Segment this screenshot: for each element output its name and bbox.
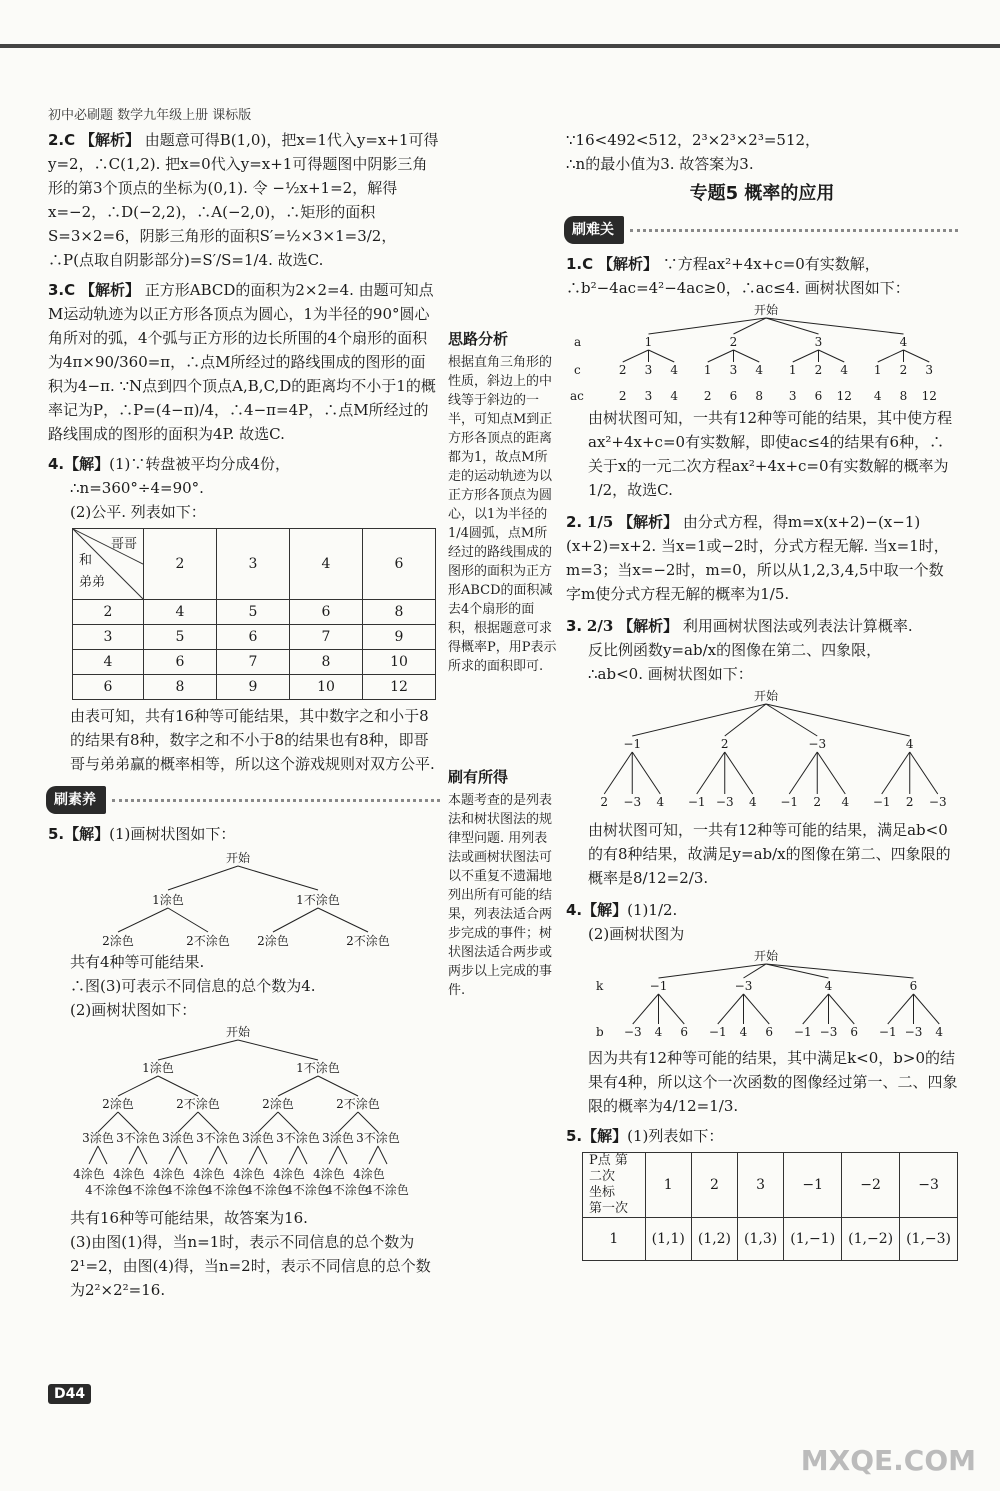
tree-node: 2涂色 [257,934,289,948]
tree-edge [819,350,845,362]
tree-edge [649,318,767,334]
table-cell: 10 [290,675,363,700]
tree-edge [338,1112,358,1132]
question-number: 5. [48,825,65,843]
tree-edge [725,752,753,794]
tree-node: 3不涂色 [356,1131,400,1145]
tree-edge [734,350,760,362]
table-cell: 4 [144,600,217,625]
tree-edge [766,318,904,334]
question-4 [566,898,958,1118]
tree-edge [888,994,914,1024]
tree-node: 2涂色 [102,934,134,948]
col-header: −2 [842,1153,900,1218]
top-rule [0,44,1000,48]
question-number: 2.C [48,131,76,149]
tree-edge [178,1146,187,1164]
row-header: 6 [73,675,144,700]
tree-node: 3涂色 [82,1131,114,1145]
col-header: 6 [363,529,436,600]
table-cell: (1,1) [645,1218,691,1261]
table-cell: 8 [363,600,436,625]
tree-product: 4 [873,389,882,403]
question-text: 正方形ABCD的面积为2×2=4. 由题可知点M运动轨迹为以正方形各顶点为圆心，1为半径的90°圆心角所对的弧，4个弧与正方形的边长所围的4个扇形的面积为4π×90/360=π，∴点M所经过的路线围成的图形的面积为4−π. ∵N点到四个顶点A,B,C,D的距离均不小于1的概率记为P，∴P=(4−π)/4，∴4−π=4P，∴点M所经过的路线围成的图形的面积为4P. 故选C. [48,281,436,443]
continued-line: ∴n的最小值为3. 故答案为3. [566,155,754,173]
tree-edge [198,1112,218,1132]
page-number: D44 [48,1384,91,1404]
answer-line: (2)公平. 列表如下： [70,503,206,521]
row-header: 2 [73,600,144,625]
tree-edge [633,994,659,1024]
tree-edge [623,350,649,362]
question-text: 由分式方程，得m=x(x+2)−(x−1)(x+2)=x+2. 当x=1或−2时，分式方程无解. 当x=1时，m=3；当x=−2时，m=0，所以从1,2,3,4,5中取一个数字m使分式方程无解的概率为1/5. [566,513,949,603]
tree-edge [766,964,829,978]
row-header: 1 [583,1218,646,1261]
tree-node: 2 [600,795,609,809]
tree-product: 3 [644,389,653,403]
tree-edge [789,752,817,794]
tree-node: 4不涂色 [325,1183,369,1197]
tree-product: 4 [670,389,679,403]
tree-node: 4涂色 [313,1167,345,1181]
table-cell: 7 [217,650,290,675]
tree-product: 3 [788,389,797,403]
tree-edge [708,350,734,362]
question-1 [566,252,958,502]
tree-edge [878,350,904,362]
corner-label-mid: 和 [79,553,93,568]
corner-label: 坐标 [589,1185,616,1200]
tree-node: 4不涂色 [125,1183,169,1197]
tree-node: −3 [904,1025,923,1039]
table-row [583,1218,958,1261]
tree-node: 2不涂色 [176,1097,220,1111]
tree-node: 1不涂色 [296,1061,340,1075]
running-header: 初中必刷题 数学九年级上册 课标版 [48,108,252,123]
tree-product: 6 [729,389,738,403]
answer-line: ∴ab<0. 画树状图如下： [588,665,753,683]
tree-edge [118,1076,158,1096]
tree-product: 2 [618,389,627,403]
question-4 [48,452,440,776]
tree-node: 4 [905,737,914,751]
tree-edge [98,1112,118,1132]
tree-edge [138,1146,147,1164]
answer-line: (3)由图(1)得，当n=1时，表示不同信息的总个数为2¹=2，由图(4)得，当n=2时，表示不同信息的总个数为2²×2²=16. [70,1233,431,1299]
tree-node: 4不涂色 [165,1183,209,1197]
table-corner-cell [583,1153,646,1218]
tree-node: −3 [623,795,642,809]
tree-node: 2不涂色 [186,934,230,948]
tree-edge [369,1146,378,1164]
question-number: 4. [48,455,65,473]
tree-node: 2 [814,363,823,377]
dotted-rule [112,799,440,802]
tree-node: −1 [793,1025,812,1039]
tree-level-label: b [596,1025,604,1039]
tree-node: 3 [814,335,823,349]
solution-tag: 【解】 [64,455,110,473]
answer-line: ∴n=360°÷4=90°. [70,479,204,497]
answer-text: 由树状图可知，一共有12种等可能的结果，满足ab<0的有8种结果，故满足y=ab/x的图像在第二、四象限的概率是8/12=2/3. [588,821,951,887]
tree-node: 6 [909,979,918,993]
question-2 [566,510,958,606]
col-header: 2 [144,529,217,600]
tree-node: 4 [935,1025,944,1039]
tree-node: −1 [649,979,668,993]
question-number: 3.C [48,281,76,299]
tree-edge [158,1076,198,1096]
tree-node: 2 [905,795,914,809]
tree-node: −3 [928,795,947,809]
tree-edge [744,994,770,1024]
tree-node: 6 [680,1025,689,1039]
tree-node: 4涂色 [153,1167,185,1181]
tree-edge [278,1112,298,1132]
tree-level-label: ac [570,389,584,403]
tree-node: 4 [739,1025,748,1039]
tree-edge [659,994,685,1024]
table-row [73,625,436,650]
tree-level-label: a [574,335,582,349]
tree-node: 3不涂色 [116,1131,160,1145]
tree-node: 4 [656,795,665,809]
answer-line: 共有4种等可能结果. [70,953,205,971]
table-row [73,650,436,675]
tree-product: 12 [921,389,937,403]
tree-node: 1 [644,335,653,349]
col-header: −1 [784,1153,842,1218]
dotted-rule [630,229,958,232]
corner-label: P点 [589,1153,611,1168]
tree-node: 2不涂色 [346,934,390,948]
tree-diagram-1 [48,848,428,948]
tree-node: 4 [840,363,849,377]
tree-edge [298,1146,307,1164]
tree-node: 2 [813,795,822,809]
answer-value: 1/5 [586,513,614,531]
side-note-heading: 刷有所得 [448,768,509,786]
tree-node: 2 [618,363,627,377]
tree-node: 4 [748,795,757,809]
tree-edge [329,1146,338,1164]
watermark: MXQE.COM [800,1444,976,1477]
table-cell: (1,−2) [842,1218,900,1261]
tree-edge [766,704,817,736]
tree-edge [98,1146,107,1164]
tree-node: 4不涂色 [285,1183,329,1197]
question-5 [566,1124,958,1261]
tree-edge [604,752,632,794]
tree-edge [718,994,744,1024]
tree-node: 4 [654,1025,663,1039]
tree-edge [793,350,819,362]
tree-node: 4涂色 [193,1167,225,1181]
tree-node: 3不涂色 [276,1131,320,1145]
tree-node: 3 [925,363,934,377]
tree-edge [766,704,910,736]
table-cell: 5 [217,600,290,625]
right-column [566,128,958,1265]
tree-level-label: k [596,979,604,993]
corner-label-bottom: 弟弟 [79,575,106,590]
corner-label-top: 哥哥 [110,537,137,552]
question-number: 5. [566,1127,583,1145]
tree-node: 1涂色 [142,1061,174,1075]
tree-node: 3涂色 [162,1131,194,1145]
tree-node: −1 [623,737,642,751]
col-header: 3 [738,1153,784,1218]
question-text: ∵方程ax²+4x+c=0有实数解，∴b²−4ac=4²−4ac≥0，∴ac≤4. 画树状图如下： [566,255,910,297]
tree-edge [258,1112,278,1132]
tree-edge [378,1146,387,1164]
tree-edge [803,994,829,1024]
tree-edge [338,1146,347,1164]
col-header: 4 [290,529,363,600]
tree-node: 3 [729,363,738,377]
table-corner-cell [73,529,144,600]
tree-node: 6 [765,1025,774,1039]
answer-text: 因为共有12种等可能的结果，其中满足k<0，b>0的结果有4种，所以这个一次函数的图像经过第一、二、四象限的概率为4/12=1/3. [588,1049,958,1115]
col-header: 3 [217,529,290,600]
tree-edge [904,350,930,362]
tree-edge [766,964,914,978]
tree-diagram-ab [566,688,956,816]
tree-edge [278,1076,318,1096]
sum-table [72,528,436,700]
table-cell: 6 [217,625,290,650]
answer-line: (1)画树状图如下： [109,825,236,843]
table-cell: 9 [363,625,436,650]
tree-node: 2 [899,363,908,377]
table-cell: (1,−1) [784,1218,842,1261]
tree-node: 2涂色 [262,1097,294,1111]
row-header: 4 [73,650,144,675]
question-2 [48,128,440,272]
tree-node: 4 [824,979,833,993]
side-notes [448,330,558,1000]
answer-text: 由表可知，共有16种等可能结果，其中数字之和小于8的结果有8种，数字之和不小于8的结果也有8种，即哥哥与弟弟赢的概率相等，所以这个游戏规则对双方公平. [70,707,435,773]
question-number: 2. [566,513,583,531]
tree-node: 4不涂色 [205,1183,249,1197]
section-band [564,216,958,244]
section-band [46,786,440,814]
corner-label: 第一次 [589,1201,629,1216]
side-note-text: 本题考查的是列表法和树状图法的规律型问题. 用列表法或画树状图法可以不重复不遗漏地列出所有可能的结果，列表法适合两步完成的事件；树状图法适合两步或两步以上完成的事件. [448,793,553,998]
tree-node: 4 [755,363,764,377]
side-note-text: 根据直角三角形的性质，斜边上的中线等于斜边的一半，可知点M到正方形各顶点的距离都为1，故点M所走的运动轨迹为以正方形各顶点为圆心，以1为半径的1/4圆弧，点M所经过的路线围成的图形的面积为正方形ABCD的面积减去4个扇形的面积，根据题意可求得概率P，用P表示所求的面积即可. [448,355,557,674]
tree-node: 2涂色 [102,1097,134,1111]
coordinate-table [582,1152,958,1261]
question-5 [48,822,440,1302]
table-row [73,600,436,625]
table-row [73,675,436,700]
tree-node: 2 [720,737,729,751]
analysis-tag: 【解析】 [618,617,679,635]
tree-edge [659,964,767,978]
tree-node: 1涂色 [152,893,184,907]
tree-root: 开始 [225,851,251,865]
col-header: −3 [900,1153,958,1218]
analysis-tag: 【解析】 [79,281,140,299]
tree-edge [129,1146,138,1164]
tree-node: 1 [788,363,797,377]
tree-edge [289,1146,298,1164]
tree-edge [914,994,940,1024]
tree-edge [882,752,910,794]
tree-product: 8 [899,389,908,403]
answer-line: 共有16种等可能结果，故答案为16. [70,1209,308,1227]
table-cell: 6 [290,600,363,625]
table-cell: (1,−3) [900,1218,958,1261]
tree-root: 开始 [225,1025,251,1039]
table-cell: (1,3) [738,1218,784,1261]
tree-node: 1 [873,363,882,377]
tree-product: 6 [814,389,823,403]
tree-root: 开始 [753,689,779,703]
tree-node: 1 [703,363,712,377]
question-3 [48,278,440,446]
table-cell: 9 [217,675,290,700]
tree-edge [178,1112,198,1132]
table-cell: 7 [290,625,363,650]
tree-node: 3涂色 [242,1131,274,1145]
question-3 [566,614,958,890]
table-cell: 12 [363,675,436,700]
analysis-tag: 【解析】 [597,255,658,273]
tree-edge [697,752,725,794]
tree-product: 8 [755,389,764,403]
tree-edge [829,994,855,1024]
tree-node: 6 [850,1025,859,1039]
tree-edge [910,752,938,794]
tree-node: −3 [734,979,753,993]
solution-tag: 【解】 [582,901,628,919]
tree-node: 2不涂色 [336,1097,380,1111]
tree-node: −1 [878,1025,897,1039]
answer-text: 由树状图可知，一共有12种等可能的结果，其中使方程ax²+4x+c=0有实数解，即使ac≤4的结果有6种，∴关于x的一元二次方程ax²+4x+c=0有实数解的概率为1/2，故选C. [588,409,953,499]
tree-edge [649,350,675,362]
table-cell: 10 [363,650,436,675]
answer-line: 反比例函数y=ab/x的图像在第二、四象限， [588,641,882,659]
tree-edge [249,1146,258,1164]
tree-edge [817,752,845,794]
tree-node: 4涂色 [353,1167,385,1181]
tree-node: −3 [715,795,734,809]
tree-edge [358,1112,378,1132]
tree-node: 1不涂色 [296,893,340,907]
tree-node: −3 [623,1025,642,1039]
section-band-label: 刷素养 [46,786,106,814]
tree-edge [209,1146,218,1164]
table-cell: 5 [144,625,217,650]
tree-edge [258,1146,267,1164]
question-number: 4. [566,901,583,919]
tree-node: 4涂色 [73,1167,105,1181]
left-column [48,128,440,1302]
tree-node: 4 [899,335,908,349]
question-text: 由题意可得B(1,0)，把x=1代入y=x+1可得y=2，∴C(1,2). 把x=0代入y=x+1可得题图中阴影三角形的第3个顶点的坐标为(0,1). 令 −½x+1=2，解得x=−2，∴D(−2,2)，∴A(−2,0)，∴矩形的面积S=3×2=6，阴影三角形的面积S′=½×3×1=3/2，∴P(点取自阴影部分)=S′/S=1/4. 故选C. [48,131,439,269]
tree-product: 12 [836,389,852,403]
tree-edge [318,1076,358,1096]
tree-node: 4 [670,363,679,377]
continued-line: ∵16<492<512，2³×2³×2³=512， [566,131,821,149]
analysis-tag: 【解析】 [79,131,140,149]
answer-line: (1)列表如下： [627,1127,724,1145]
tree-level-label: c [574,363,581,377]
row-header: 3 [73,625,144,650]
tree-edge [158,1040,238,1060]
tree-node: −1 [708,1025,727,1039]
tree-node: 3不涂色 [196,1131,240,1145]
tree-node: 3涂色 [322,1131,354,1145]
tree-edge [218,1146,227,1164]
tree-node: −1 [780,795,799,809]
answer-line: (2)画树状图为 [588,925,685,943]
tree-edge [766,318,819,334]
tree-node: −3 [819,1025,838,1039]
answer-line: (1)1/2. [627,901,678,919]
tree-edge [238,1040,318,1060]
section-title: 专题5 概率的应用 [689,183,835,204]
tree-node: 4涂色 [273,1167,305,1181]
table-cell: (1,2) [691,1218,737,1261]
side-note-heading: 思路分析 [448,330,509,348]
answer-line: (2)画树状图如下： [70,1001,197,1019]
tree-node: 4涂色 [113,1167,145,1181]
table-cell: 6 [144,650,217,675]
tree-root: 开始 [753,949,779,963]
tree-edge [89,1146,98,1164]
analysis-tag: 【解析】 [618,513,679,531]
table-cell: 8 [144,675,217,700]
tree-node: 4 [841,795,850,809]
tree-node: −1 [872,795,891,809]
answer-value: 2/3 [586,617,614,635]
answer-line: (1)∵转盘被平均分成4份， [109,455,290,473]
solution-tag: 【解】 [582,1127,628,1145]
solution-tag: 【解】 [64,825,110,843]
tree-product: 2 [703,389,712,403]
tree-node: −1 [687,795,706,809]
section-band-label: 刷难关 [564,216,624,244]
tree-edge [118,1112,138,1132]
question-number: 3. [566,617,583,635]
tree-node: 2 [729,335,738,349]
table-cell: 8 [290,650,363,675]
tree-node: −3 [808,737,827,751]
tree-root: 开始 [753,303,779,317]
question-text: 利用画树状图法或列表法计算概率. [682,617,913,635]
col-header: 1 [645,1153,691,1218]
tree-node: 4涂色 [233,1167,265,1181]
question-number: 1.C [566,255,594,273]
col-header: 2 [691,1153,737,1218]
tree-edge [632,752,660,794]
tree-diagram-kb [566,948,956,1044]
tree-node: 4不涂色 [365,1183,409,1197]
answer-line: ∴图(3)可表示不同信息的总个数为4. [70,977,316,995]
corner-label: 第二次 [589,1153,628,1184]
tree-node: 3 [644,363,653,377]
tree-edge [169,1146,178,1164]
tree-diagram-ac [566,302,956,404]
tree-node: 4不涂色 [85,1183,129,1197]
tree-node: 4不涂色 [245,1183,289,1197]
tree-diagram-2 [48,1024,428,1204]
